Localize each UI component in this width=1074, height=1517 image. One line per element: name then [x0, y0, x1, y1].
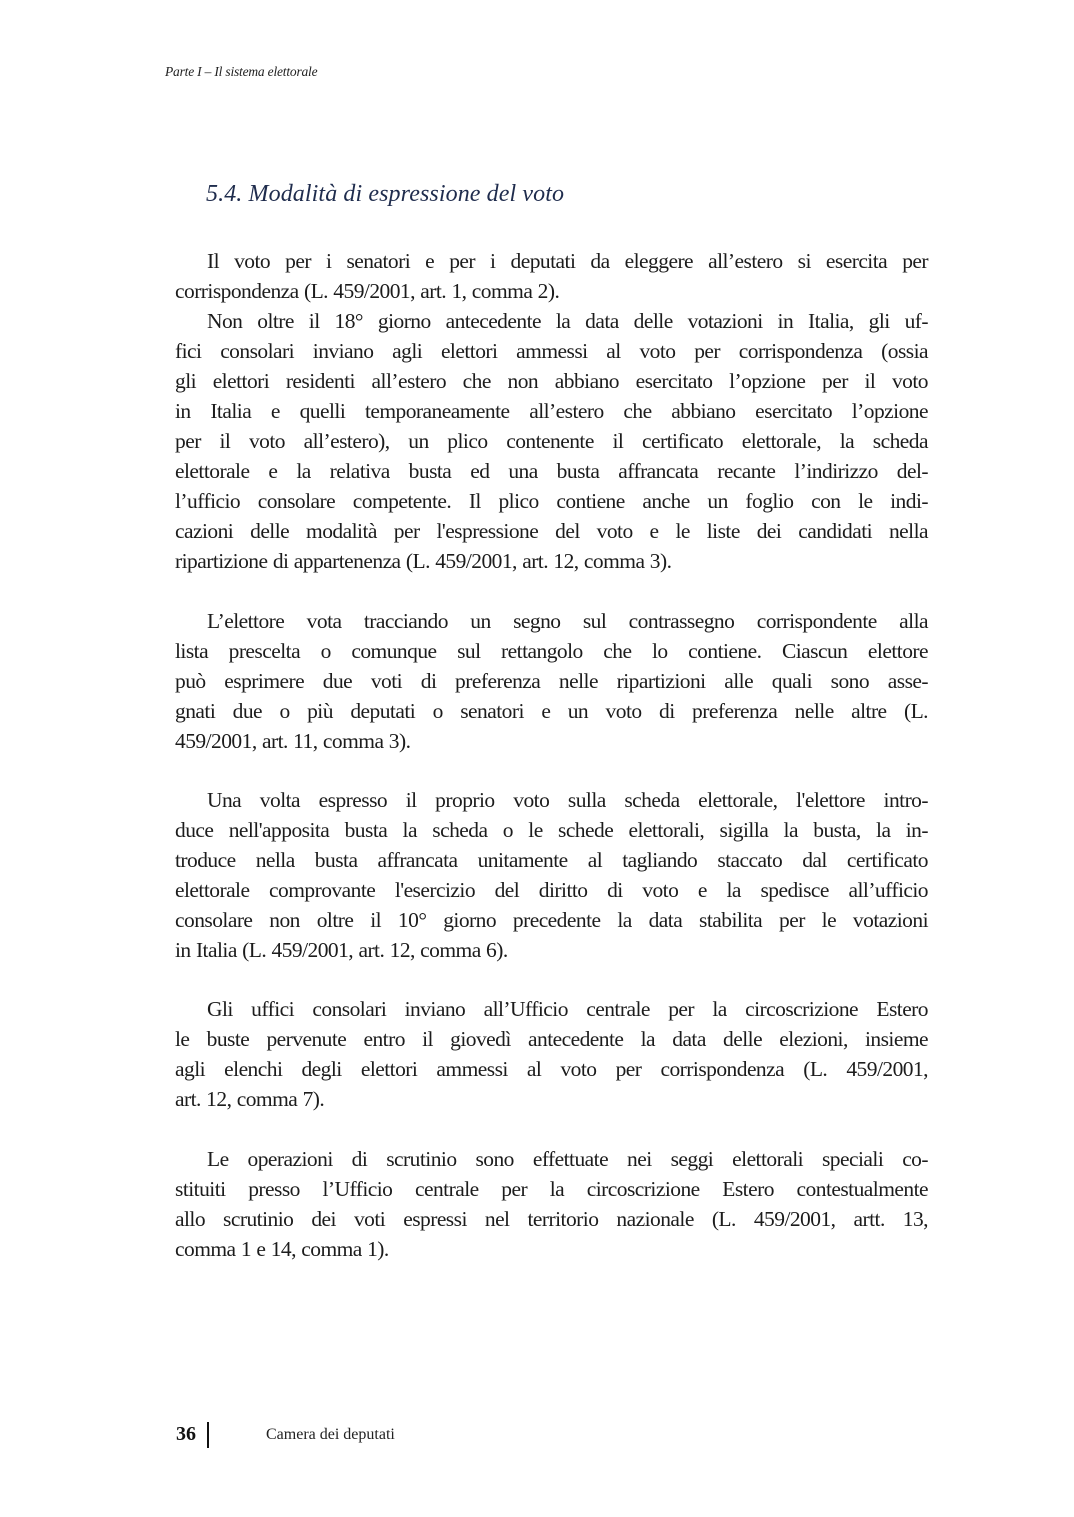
paragraph-line: L’elettore vota tracciando un segno sul contrassegno corrispondente alla	[207, 609, 928, 633]
paragraph	[175, 1144, 928, 1264]
section-title: 5.4. Modalità di espressione del voto	[206, 181, 565, 207]
paragraph-line: comma 1 e 14, comma 1).	[175, 1237, 389, 1261]
paragraph-line: art. 12, comma 7).	[175, 1087, 325, 1111]
publisher-name: Camera dei deputati	[266, 1426, 395, 1443]
paragraph-line: corrispondenza (L. 459/2001, art. 1, comma 2).	[175, 279, 560, 303]
paragraph-line: Il voto per i senatori e per i deputati da eleggere all’estero si esercita per	[207, 249, 928, 273]
paragraph	[175, 606, 928, 756]
paragraph-line: ripartizione di appartenenza (L. 459/2001, art. 12, comma 3).	[175, 549, 672, 573]
paragraph	[175, 994, 928, 1114]
paragraph	[175, 785, 928, 965]
page-number: 36	[176, 1423, 196, 1445]
paragraph-line: può esprimere due voti di preferenza nelle ripartizioni alle quali sono asse-	[175, 669, 928, 693]
paragraph-line: 459/2001, art. 11, comma 3).	[175, 729, 411, 753]
paragraph-line: duce nell'apposita busta la scheda o le schede elettorali, sigilla la busta, la in-	[175, 818, 928, 842]
paragraph-line: lista prescelta o comunque sul rettangolo che lo contiene. Ciascun elettore	[175, 639, 928, 663]
paragraph	[175, 246, 928, 306]
footer-divider	[207, 1422, 209, 1448]
paragraph-line: cazioni delle modalità per l'espressione del voto e le liste dei candidati nella	[175, 519, 928, 543]
paragraph-line: troduce nella busta affrancata unitamente al tagliando staccato dal certificato	[175, 848, 928, 872]
running-header: Parte I – Il sistema elettorale	[165, 64, 318, 79]
paragraph-line: in Italia (L. 459/2001, art. 12, comma 6).	[175, 938, 508, 962]
paragraph-line: agli elenchi degli elettori ammessi al voto per corrispondenza (L. 459/2001,	[175, 1057, 928, 1081]
paragraph-line: le buste pervenute entro il giovedì antecedente la data delle elezioni, insieme	[175, 1027, 928, 1051]
paragraph-line: gnati due o più deputati o senatori e un voto di preferenza nelle altre (L.	[175, 699, 928, 723]
paragraph-line: Una volta espresso il proprio voto sulla scheda elettorale, l'elettore intro-	[207, 788, 928, 812]
paragraph-line: Gli uffici consolari inviano all’Ufficio centrale per la circoscrizione Estero	[207, 997, 928, 1021]
paragraph-line: per il voto all’estero), un plico contenente il certificato elettorale, la scheda	[175, 429, 928, 453]
paragraph-line: in Italia e quelli temporaneamente all’estero che abbiano esercitato l’opzione	[175, 399, 928, 423]
paragraph-line: stituiti presso l’Ufficio centrale per la circoscrizione Estero contestualmente	[175, 1177, 928, 1201]
paragraph-line: fici consolari inviano agli elettori ammessi al voto per corrispondenza (ossia	[175, 339, 928, 363]
paragraph-line: l’ufficio consolare competente. Il plico contiene anche un foglio con le indi-	[175, 489, 928, 513]
paragraph-line: Non oltre il 18° giorno antecedente la data delle votazioni in Italia, gli uf-	[207, 309, 928, 333]
paragraph-line: elettorale comprovante l'esercizio del diritto di voto e la spedisce all’ufficio	[175, 878, 928, 902]
paragraph	[175, 306, 928, 576]
paragraph-line: elettorale e la relativa busta ed una busta affrancata recante l’indirizzo del-	[175, 459, 928, 483]
paragraph-line: gli elettori residenti all’estero che non abbiano esercitato l’opzione per il voto	[175, 369, 928, 393]
paragraph-line: allo scrutinio dei voti espressi nel territorio nazionale (L. 459/2001, artt. 13,	[175, 1207, 928, 1231]
paragraph-line: Le operazioni di scrutinio sono effettuate nei seggi elettorali speciali co-	[207, 1147, 928, 1171]
paragraph-line: consolare non oltre il 10° giorno precedente la data stabilita per le votazioni	[175, 908, 928, 932]
